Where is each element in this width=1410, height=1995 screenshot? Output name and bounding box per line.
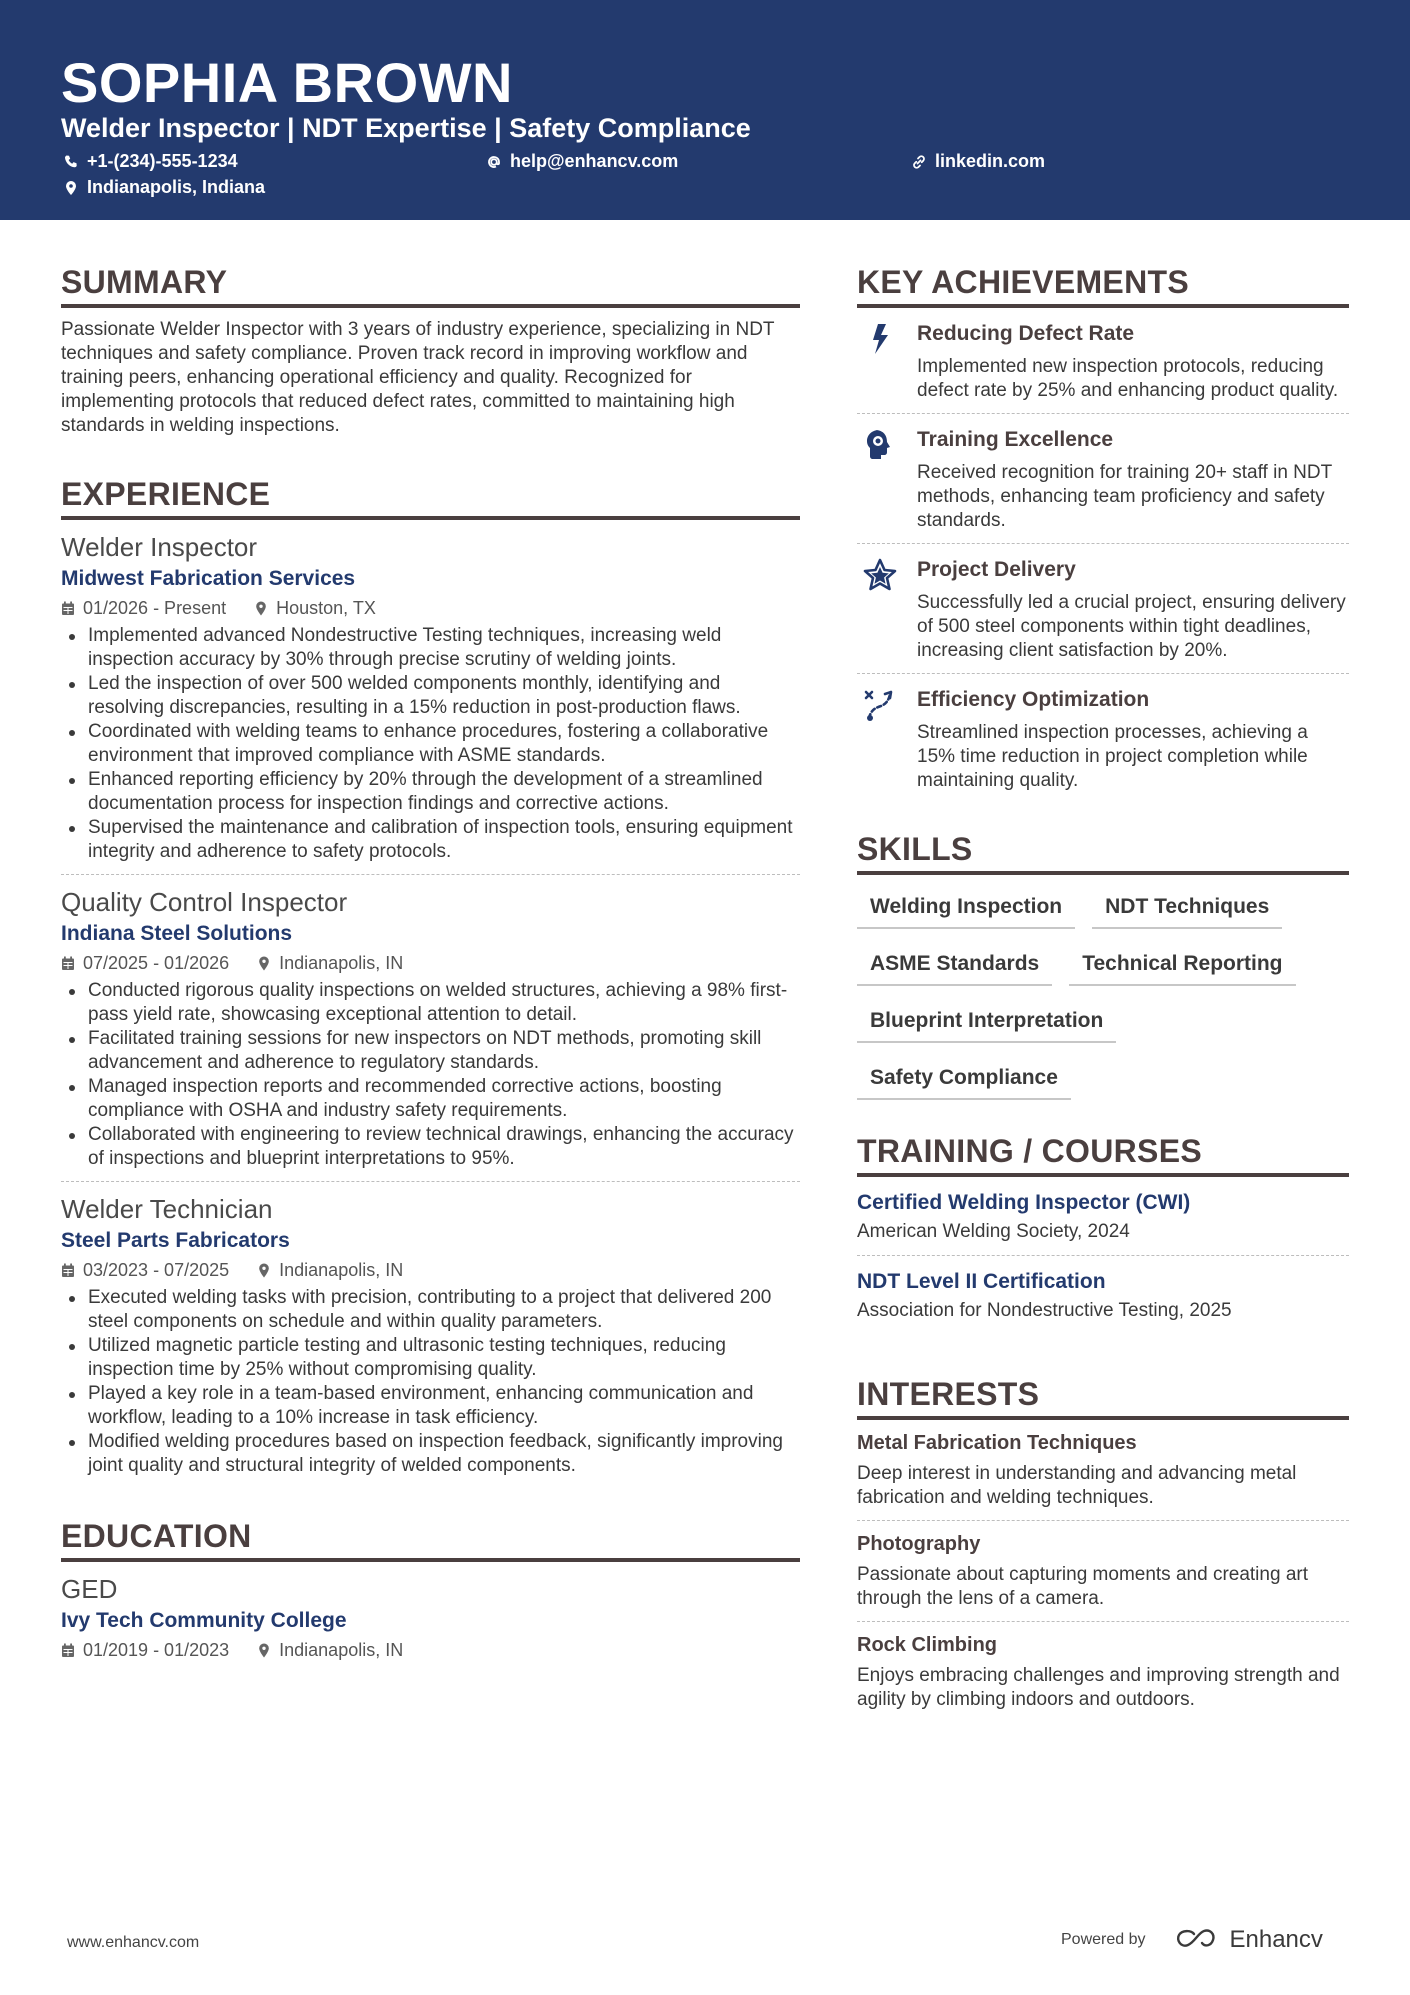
job-bullet: Managed inspection reports and recommended corrective actions, boosting compliance with OSHA and industry safety requirements. (61, 1075, 800, 1123)
link-icon (911, 154, 927, 170)
strategy-path-icon (863, 688, 897, 722)
contact-linkedin (911, 151, 1045, 172)
education-degree: GED (61, 1574, 118, 1604)
course-provider: American Welding Society, 2024 (857, 1221, 1130, 1242)
head-brain-icon (863, 428, 897, 462)
job-location (254, 594, 376, 622)
job-bullets (61, 624, 800, 864)
star-icon (863, 558, 897, 592)
skill-tag: Blueprint Interpretation (857, 1001, 1116, 1043)
achievement-title: Project Delivery (917, 558, 1076, 581)
job-dates-text: 03/2023 - 07/2025 (83, 1260, 230, 1280)
job-bullet: Implemented advanced Nondestructive Testing techniques, increasing weld inspection accuracy by 30% through precise scrutiny of welding joints. (61, 624, 800, 672)
job-meta (61, 949, 800, 977)
achievement-icon (857, 556, 917, 663)
skill-tag: ASME Standards (857, 944, 1052, 986)
achievement-icon (857, 686, 917, 793)
enhancv-logo[interactable] (1174, 1926, 1323, 1954)
education-meta (61, 1636, 800, 1664)
job-company: Indiana Steel Solutions (61, 922, 293, 945)
location-pin-icon (63, 180, 79, 196)
section-title-training: TRAINING / COURSES (857, 1131, 1349, 1177)
candidate-title: Welder Inspector | NDT Expertise | Safety Compliance (61, 113, 751, 143)
skill-tag: Welding Inspection (857, 887, 1075, 929)
at-sign-icon (486, 154, 502, 170)
job-bullet: Enhanced reporting efficiency by 20% through the development of a streamlined documentation process for inspection findings and corrective actions. (61, 768, 800, 816)
job-dates (61, 594, 226, 622)
achievement-item (857, 414, 1349, 544)
job-company: Midwest Fabrication Services (61, 567, 356, 590)
skills-section (857, 829, 1349, 1115)
course-title: Certified Welding Inspector (CWI) (857, 1191, 1191, 1214)
experience-section (61, 474, 800, 1478)
email-link[interactable]: help@enhancv.com (510, 151, 679, 171)
enhancv-logo-icon (1174, 1928, 1220, 1952)
contact-email (486, 151, 678, 172)
job-location-text: Indianapolis, IN (279, 953, 404, 973)
interest-title: Photography (857, 1533, 981, 1555)
footer-branding (1061, 1926, 1323, 1954)
section-title-summary: SUMMARY (61, 262, 800, 308)
achievement-item (857, 544, 1349, 674)
job-location (257, 1256, 403, 1284)
job-bullet: Led the inspection of over 500 welded components monthly, identifying and resolving discrepancies, resulting in a 15% reduction in post-production flaws. (61, 672, 800, 720)
achievement-icon (857, 426, 917, 533)
achievement-title: Reducing Defect Rate (917, 322, 1135, 345)
achievement-desc: Streamlined inspection processes, achieving a 15% time reduction in project completion while maintaining quality. (917, 722, 1308, 791)
job-bullet: Conducted rigorous quality inspections on welded structures, achieving a 98% first-pass yield rate, showcasing exceptional attention to detail. (61, 979, 800, 1027)
resume-header (0, 0, 1410, 220)
job-dates (61, 949, 229, 977)
skill-tag: Safety Compliance (857, 1058, 1071, 1100)
contact-phone (63, 151, 238, 172)
job-bullet: Coordinated with welding teams to enhance procedures, fostering a collaborative environment that improved compliance with ASME standards. (61, 720, 800, 768)
course-item (857, 1177, 1349, 1256)
achievement-title: Efficiency Optimization (917, 688, 1150, 711)
job-title: Welder Technician (61, 1194, 273, 1224)
phone-text: +1-(234)-555-1234 (87, 151, 238, 171)
job-bullet: Collaborated with engineering to review technical drawings, enhancing the accuracy of inspections and blueprint interpretations to 95%. (61, 1123, 800, 1171)
education-location (257, 1636, 403, 1664)
location-text: Indianapolis, Indiana (87, 177, 266, 197)
training-list (857, 1177, 1349, 1334)
job-dates-text: 01/2026 - Present (83, 598, 227, 618)
section-title-skills: SKILLS (857, 829, 1349, 875)
job-bullet: Facilitated training sessions for new inspectors on NDT methods, promoting skill advancement and adherence to regulatory standards. (61, 1027, 800, 1075)
left-column (61, 262, 800, 1664)
job-entry (61, 1182, 800, 1478)
education-dates (61, 1636, 229, 1664)
calendar-icon (61, 1263, 75, 1278)
course-provider: Association for Nondestructive Testing, 2025 (857, 1300, 1232, 1321)
section-title-education: EDUCATION (61, 1516, 800, 1562)
contact-location (63, 177, 265, 198)
powered-by-label: Powered by (1061, 1931, 1146, 1948)
job-location-text: Houston, TX (276, 598, 376, 618)
achievements-section (857, 262, 1349, 803)
achievement-desc: Received recognition for training 20+ staff in NDT methods, enhancing team proficiency and safety standards. (917, 462, 1332, 531)
calendar-icon (61, 956, 75, 971)
interest-title: Metal Fabrication Techniques (857, 1432, 1137, 1454)
job-bullet: Executed welding tasks with precision, contributing to a project that delivered 200 steel components on schedule and within quality parameters. (61, 1286, 800, 1334)
interests-list (857, 1420, 1349, 1722)
achievement-item (857, 674, 1349, 803)
candidate-name: SOPHIA BROWN (61, 51, 513, 114)
phone-icon (63, 154, 79, 170)
section-title-interests: INTERESTS (857, 1374, 1349, 1420)
education-section (61, 1516, 800, 1664)
location-pin-icon (257, 1263, 271, 1278)
job-location (257, 949, 403, 977)
job-bullet: Utilized magnetic particle testing and ultrasonic testing techniques, reducing inspection time by 25% without compromising quality. (61, 1334, 800, 1382)
interest-desc: Deep interest in understanding and advancing metal fabrication and welding techniques. (857, 1463, 1297, 1508)
interest-title: Rock Climbing (857, 1634, 998, 1656)
location-pin-icon (254, 601, 268, 616)
training-section (857, 1131, 1349, 1334)
enhancv-logo-text: Enhancv (1229, 1926, 1323, 1953)
job-meta (61, 1256, 800, 1284)
right-column (857, 262, 1349, 1722)
jobs-list (61, 520, 800, 1478)
education-dates-text: 01/2019 - 01/2023 (83, 1640, 230, 1660)
course-title: NDT Level II Certification (857, 1270, 1106, 1293)
summary-section (61, 262, 800, 438)
skill-tag: NDT Techniques (1092, 887, 1282, 929)
job-title: Welder Inspector (61, 532, 258, 562)
calendar-icon (61, 1643, 75, 1658)
course-item (857, 1256, 1349, 1334)
job-meta (61, 594, 800, 622)
footer-website[interactable]: www.enhancv.com (67, 1934, 200, 1951)
summary-text: Passionate Welder Inspector with 3 years of industry experience, specializing in NDT techniques and safety compliance. Proven track record in improving workflow and training peers, enhancing operational efficiency and quality. Recognized for implementing protocols that reduced defect rates, committed to maintaining high standards in welding inspections. (61, 319, 775, 436)
interest-desc: Passionate about capturing moments and creating art through the lens of a camera. (857, 1564, 1308, 1609)
job-bullet: Played a key role in a team-based environment, enhancing communication and workflow, leading to a 10% increase in task efficiency. (61, 1382, 800, 1430)
job-entry (61, 875, 800, 1171)
job-bullets (61, 979, 800, 1171)
interest-item (857, 1420, 1349, 1521)
job-title: Quality Control Inspector (61, 887, 348, 917)
calendar-icon (61, 601, 75, 616)
achievements-list (857, 308, 1349, 803)
job-location-text: Indianapolis, IN (279, 1260, 404, 1280)
section-title-key-achievements: KEY ACHIEVEMENTS (857, 262, 1349, 308)
achievement-icon (857, 320, 917, 403)
education-school: Ivy Tech Community College (61, 1609, 347, 1632)
job-company: Steel Parts Fabricators (61, 1229, 290, 1252)
interest-desc: Enjoys embracing challenges and improving strength and agility by climbing indoors and outdoors. (857, 1665, 1340, 1710)
job-bullet: Supervised the maintenance and calibration of inspection tools, ensuring equipment integrity and adherence to safety protocols. (61, 816, 800, 864)
achievement-item (857, 308, 1349, 414)
lightning-bolt-icon (863, 322, 897, 356)
skill-tag: Technical Reporting (1069, 944, 1295, 986)
location-pin-icon (257, 956, 271, 971)
skills-list (857, 875, 1349, 1115)
achievement-desc: Implemented new inspection protocols, reducing defect rate by 25% and enhancing product quality. (917, 356, 1339, 401)
job-dates (61, 1256, 229, 1284)
achievement-desc: Successfully led a crucial project, ensuring delivery of 500 steel components within tight deadlines, increasing client satisfaction by 20%. (917, 592, 1346, 661)
job-dates-text: 07/2025 - 01/2026 (83, 953, 230, 973)
education-location-text: Indianapolis, IN (279, 1640, 404, 1660)
achievement-title: Training Excellence (917, 428, 1114, 451)
job-entry (61, 520, 800, 864)
location-pin-icon (257, 1643, 271, 1658)
interest-item (857, 1521, 1349, 1622)
interest-item (857, 1622, 1349, 1722)
job-bullet: Modified welding procedures based on inspection feedback, significantly improving joint quality and structural integrity of welded components. (61, 1430, 800, 1478)
section-title-experience: EXPERIENCE (61, 474, 800, 520)
linkedin-link[interactable]: linkedin.com (935, 151, 1046, 171)
interests-section (857, 1374, 1349, 1722)
job-bullets (61, 1286, 800, 1478)
